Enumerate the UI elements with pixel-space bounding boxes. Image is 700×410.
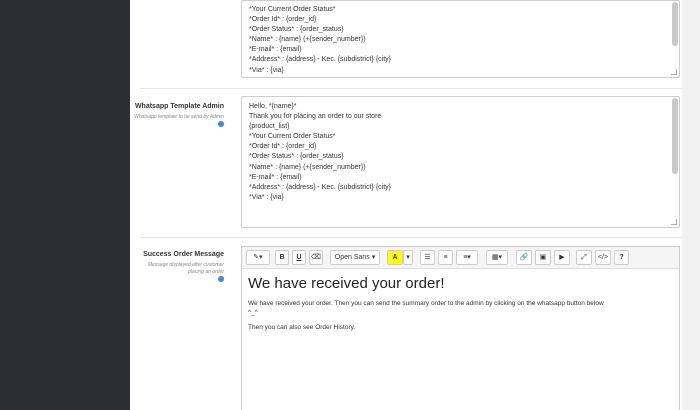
paragraph-align-dropdown[interactable]: ≡▾ bbox=[456, 250, 478, 265]
template-line: *Name* : {name} (+{sender_number}) bbox=[249, 36, 366, 44]
editor-content[interactable] bbox=[242, 269, 679, 338]
bold-button[interactable]: B bbox=[275, 250, 289, 265]
question-circle-icon[interactable] bbox=[218, 121, 224, 127]
template-line: *Via* : {via} bbox=[249, 193, 284, 201]
eraser-icon[interactable]: ⌫ bbox=[309, 250, 323, 265]
template-line: *Name* : {name} (+{sender_number}) bbox=[249, 163, 366, 171]
magic-style-button[interactable]: ✎▾ bbox=[246, 250, 270, 265]
editor-heading: We have received your order! bbox=[248, 275, 445, 292]
underline-button[interactable]: U bbox=[292, 250, 306, 265]
admin-template-label bbox=[134, 102, 224, 128]
page-scrollbar-track[interactable] bbox=[682, 0, 700, 410]
template-line: *Via* : {via} bbox=[249, 66, 284, 74]
sidebar bbox=[0, 0, 130, 410]
success-message-label bbox=[134, 250, 224, 283]
template-line: *Address* : {address} - Kec. {subdistrict} {city} bbox=[249, 56, 392, 64]
template-line: *Order Status* : {order_status} bbox=[249, 26, 344, 34]
admin-template-help bbox=[134, 114, 224, 128]
row-divider bbox=[140, 88, 682, 89]
template-line: *E-mail* : {email} bbox=[249, 46, 302, 54]
row-divider bbox=[140, 237, 682, 238]
table-dropdown[interactable]: ▦▾ bbox=[486, 250, 508, 265]
question-circle-icon[interactable] bbox=[218, 276, 224, 282]
template-line: *Your Current Order Status* bbox=[249, 133, 336, 141]
template-line: Thank you for placing an order to our store bbox=[249, 113, 382, 121]
textarea-scrollbar[interactable] bbox=[672, 2, 678, 46]
picture-icon[interactable]: ▣ bbox=[535, 250, 551, 265]
success-message-help bbox=[134, 262, 224, 283]
template-line: *E-mail* : {email} bbox=[249, 173, 302, 181]
template-line: Hello, *{name}* bbox=[249, 103, 297, 110]
admin-template-title: Whatsapp Template Admin bbox=[134, 103, 224, 110]
video-icon[interactable]: ▶ bbox=[554, 250, 570, 265]
fullscreen-icon[interactable]: ⤢ bbox=[576, 250, 592, 265]
code-view-icon[interactable]: </> bbox=[595, 250, 611, 265]
template-line: *Order Id* : {order_id} bbox=[249, 16, 317, 24]
font-family-dropdown[interactable]: Open Sans ▾ bbox=[330, 250, 380, 265]
success-message-help-text: Message displayed after customer placing an order bbox=[147, 262, 224, 275]
help-button[interactable]: ? bbox=[614, 250, 629, 265]
template-line: *Your Current Order Status* bbox=[249, 6, 336, 13]
admin-template-help-text: Whatsapp template to be send by Admin bbox=[134, 114, 224, 120]
rich-text-editor[interactable] bbox=[241, 246, 680, 410]
template-line: *Order Status* : {order_status} bbox=[249, 153, 344, 161]
font-color-dropdown[interactable]: ▾ bbox=[403, 250, 413, 265]
resize-handle[interactable] bbox=[671, 69, 677, 75]
top-template-textarea[interactable] bbox=[241, 0, 680, 78]
editor-paragraph: Then you can also see Order History. bbox=[248, 324, 356, 331]
template-line: *Order Id* : {order_id} bbox=[249, 143, 317, 151]
resize-handle[interactable] bbox=[671, 219, 677, 225]
settings-panel bbox=[130, 0, 682, 410]
editor-toolbar bbox=[242, 247, 679, 269]
link-icon[interactable]: 🔗 bbox=[516, 250, 532, 265]
textarea-scrollbar[interactable] bbox=[672, 98, 678, 174]
font-color-button[interactable]: A bbox=[387, 250, 403, 265]
ordered-list-button[interactable]: ≡ bbox=[438, 250, 453, 265]
admin-template-textarea[interactable] bbox=[241, 96, 680, 228]
editor-paragraph: We have received your order. Then you can send the summary order to the admin by clicking on the whatsapp button below bbox=[248, 300, 604, 307]
editor-paragraph: ^_^ bbox=[248, 309, 258, 316]
unordered-list-button[interactable]: ☰ bbox=[420, 250, 435, 265]
template-line: {product_list} bbox=[249, 123, 290, 131]
success-message-title: Success Order Message bbox=[143, 251, 224, 258]
template-line: *Address* : {address} - Kec. {subdistrict} {city} bbox=[249, 183, 392, 191]
